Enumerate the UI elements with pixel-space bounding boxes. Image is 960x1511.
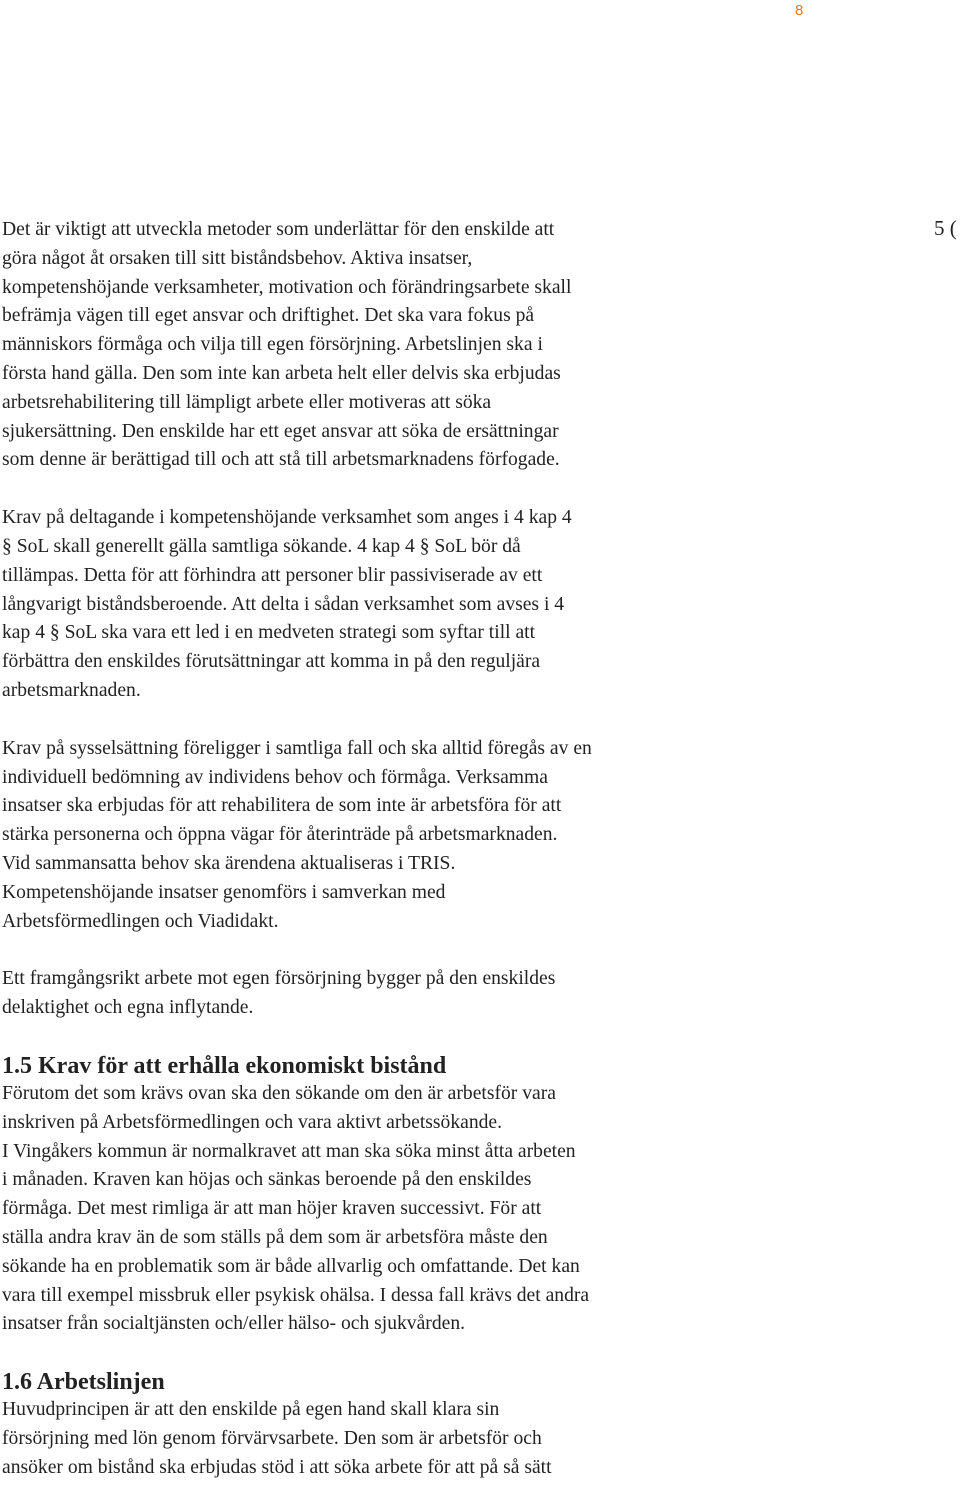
- text-line: ansöker om bistånd ska erbjudas stöd i att söka arbete för att på så sätt: [2, 1456, 552, 1478]
- text-line: insatser ska erbjudas för att rehabilitera de som inte är arbetsföra för att: [2, 795, 562, 817]
- paragraph-aktiva-insatser: [2, 216, 737, 475]
- text-line: Krav på sysselsättning föreligger i samtliga fall och ska alltid föregås av en: [2, 737, 592, 759]
- text-line: långvarigt biståndsberoende. Att delta i sådan verksamhet som avses i 4: [2, 593, 565, 615]
- text-line: förbättra den enskildes förutsättningar att komma in på den reguljära: [2, 651, 541, 673]
- paragraph-framgangsrikt: [2, 965, 737, 1023]
- text-line: tillämpas. Detta för att förhindra att personer blir passiviserade av ett: [2, 564, 543, 586]
- text-line: insatser från socialtjänsten och/eller hälso- och sjukvården.: [2, 1313, 466, 1335]
- text-line: befrämja vägen till eget ansvar och driftighet. Det ska vara fokus på: [2, 305, 535, 327]
- section-heading-1-6: 1.6 Arbetslinjen: [2, 1369, 165, 1396]
- text-line: Huvudprincipen är att den enskilde på egen hand skall klara sin: [2, 1399, 500, 1421]
- text-line: kap 4 § SoL ska vara ett led i en medveten strategi som syftar till att: [2, 622, 536, 644]
- text-line: Förutom det som krävs ovan ska den sökande om den är arbetsför vara: [2, 1082, 556, 1104]
- text-line: sökande ha en problematik som är både allvarlig och omfattande. Det kan: [2, 1255, 580, 1277]
- text-line: göra något åt orsaken till sitt biståndsbehov. Aktiva insatser,: [2, 247, 473, 269]
- text-line: första hand gälla. Den som inte kan arbeta helt eller delvis ska erbjudas: [2, 362, 561, 384]
- document-body: [2, 216, 737, 1511]
- section-1-5-body: [2, 1080, 737, 1339]
- text-line: förmåga. Det mest rimliga är att man höjer kraven successivt. För att: [2, 1198, 542, 1220]
- text-line: som denne är berättigad till och att stå till arbetsmarknadens förfogade.: [2, 449, 560, 471]
- text-line: Det är viktigt att utveckla metoder som underlättar för den enskilde att: [2, 219, 555, 240]
- text-line: sjukersättning. Den enskilde har ett eget ansvar att söka de ersättningar: [2, 420, 559, 442]
- text-line: Arbetsförmedlingen och Viadidakt.: [2, 910, 279, 932]
- paragraph-sysselsattning: [2, 735, 737, 937]
- text-line: försörjning med lön genom förvärvsarbete. Den som är arbetsför och: [2, 1427, 542, 1449]
- text-line: arbetsmarknaden.: [2, 679, 141, 701]
- text-line: Vid sammansatta behov ska ärendena aktualiseras i TRIS.: [2, 852, 456, 874]
- text-line: Ett framgångsrikt arbete mot egen försörjning bygger på den enskildes: [2, 968, 556, 990]
- text-line: Kompetenshöjande insatser genomförs i samverkan med: [2, 881, 446, 903]
- paragraph-kompetenshojande: [2, 504, 737, 706]
- text-line: I Vingåkers kommun är normalkravet att man ska söka minst åtta arbeten: [2, 1140, 576, 1162]
- text-line: inskriven på Arbetsförmedlingen och vara aktivt arbetssökande.: [2, 1111, 503, 1133]
- section-heading-1-5: 1.5 Krav för att erhålla ekonomiskt bistånd: [2, 1052, 447, 1079]
- text-line: arbetsrehabilitering till lämpligt arbete eller motiveras att söka: [2, 391, 492, 413]
- text-line: Krav på deltagande i kompetenshöjande verksamhet som anges i 4 kap 4: [2, 507, 572, 529]
- section-1-6-body: [2, 1396, 737, 1482]
- text-line: människors förmåga och vilja till egen försörjning. Arbetslinjen ska i: [2, 334, 543, 356]
- margin-note: 5 (: [934, 216, 957, 240]
- text-line: § SoL skall generellt gälla samtliga sökande. 4 kap 4 § SoL bör då: [2, 535, 521, 557]
- page-number: 8: [795, 2, 804, 19]
- text-line: vara till exempel missbruk eller psykisk ohälsa. I dessa fall krävs det andra: [2, 1284, 590, 1306]
- text-line: individuell bedömning av individens behov och förmåga. Verksamma: [2, 766, 548, 788]
- text-line: ställa andra krav än de som ställs på dem som är arbetsföra måste den: [2, 1226, 548, 1248]
- text-line: i månaden. Kraven kan höjas och sänkas beroende på den enskildes: [2, 1169, 532, 1191]
- text-line: stärka personerna och öppna vägar för återinträde på arbetsmarknaden.: [2, 824, 558, 846]
- text-line: kompetenshöjande verksamheter, motivation och förändringsarbete skall: [2, 276, 572, 298]
- text-line: delaktighet och egna inflytande.: [2, 997, 254, 1019]
